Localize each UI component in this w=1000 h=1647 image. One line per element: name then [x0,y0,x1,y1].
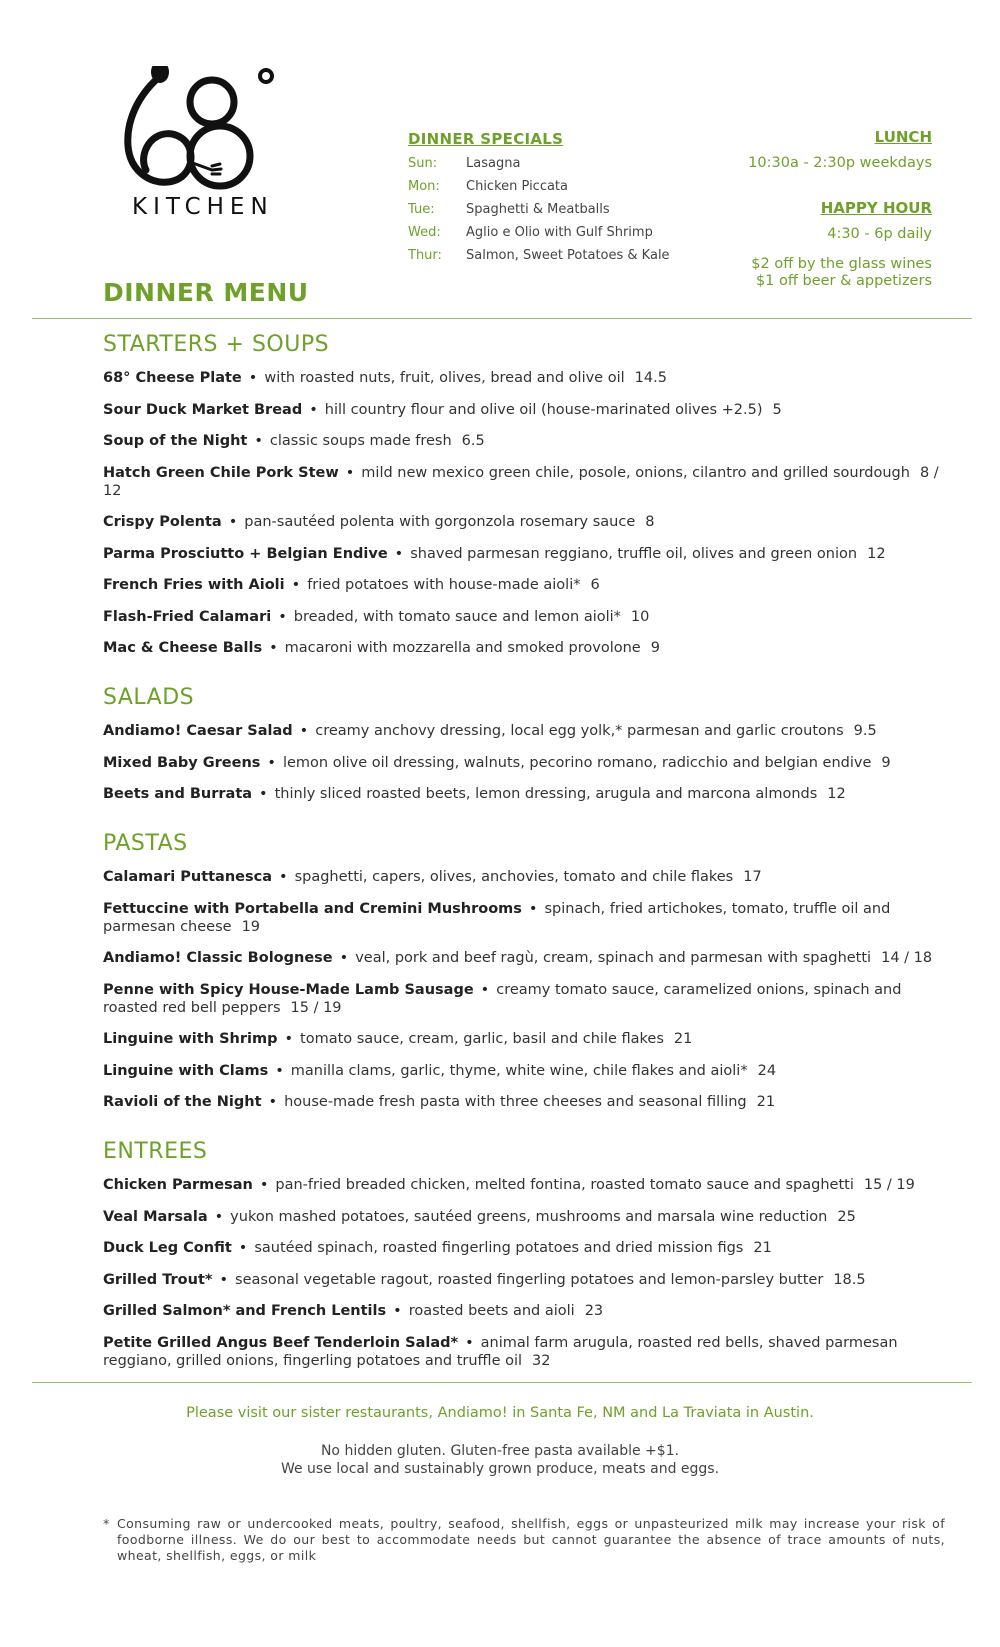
menu-item-name: Duck Leg Confit [103,1240,232,1256]
menu-item-name: Soup of the Night [103,433,248,449]
menu-item-price: 9 [881,754,891,771]
separator-dot-icon: • [219,1271,229,1288]
menu-item [103,432,953,450]
menu-item-name: Grilled Salmon* and French Lentils [103,1303,387,1319]
menu-item-description: classic soups made fresh [269,433,452,449]
menu-item-description: animal farm arugula, roasted red bells, shaved parmesan reggiano, grilled onions, fingerling potatoes and truffle oil [103,1334,898,1369]
menu-item-name: Mac & Cheese Balls [103,640,263,656]
separator-dot-icon: • [299,723,309,739]
dinner-specials-title: DINNER SPECIALS [408,130,564,148]
section-title: PASTAS [103,831,188,856]
menu-item-price: 9 [650,640,660,656]
menu-item-name: Ravioli of the Night [103,1094,262,1110]
menu-item-description: shaved parmesan reggiano, truffle oil, olives and green onion [410,545,858,562]
menu-item-price: 25 [837,1208,856,1225]
separator-dot-icon: • [339,950,349,966]
sister-restaurants-note: Please visit our sister restaurants, Andiamo! in Santa Fe, NM and La Traviata in Austin. [186,1405,814,1421]
menu-item-price: 15 / 19 [290,999,342,1016]
menu-item [103,722,953,740]
food-safety-disclaimer [103,1516,945,1564]
menu-item-price: 19 [241,918,261,935]
menu-item-name: Andiamo! Caesar Salad [103,723,293,739]
menu-item [103,608,953,626]
menu-item [103,576,953,594]
menu-item [103,1239,953,1257]
separator-dot-icon: • [309,401,318,418]
happy-hour-deal: $2 off by the glass wines [751,256,932,272]
menu-item [103,1093,953,1111]
menu-item-price: 24 [757,1062,777,1079]
menu-item [103,639,953,657]
menu-item-name: Chicken Parmesan [103,1177,253,1193]
gluten-line: No hidden gluten. Gluten-free pasta available +$1. [320,1443,680,1459]
menu-section [103,1139,953,1370]
menu-item-description: yukon mashed potatoes, sautéed greens, mushrooms and marsala wine reduction [230,1208,828,1225]
menu-item-name: Hatch Green Chile Pork Stew [103,464,339,481]
menu-section [103,831,953,1111]
menu-section [103,332,953,657]
special-dish: Salmon, Sweet Potatoes & Kale [466,248,670,263]
separator-dot-icon: • [278,608,287,625]
menu-item [103,1302,953,1320]
happy-hour-deal: $1 off beer & appetizers [755,273,932,289]
separator-dot-icon: • [279,869,288,885]
separator-dot-icon: • [228,514,238,530]
menu-item-description: pan-fried breaded chicken, melted fontina, roasted tomato sauce and spaghetti [275,1177,854,1193]
separator-dot-icon: • [465,1334,474,1351]
divider [32,318,972,319]
menu-item [103,401,953,419]
menu-item-description: pan-sautéed polenta with gorgonzola rosemary sauce [244,514,636,530]
menu-item-name: Sour Duck Market Bread [103,401,303,418]
separator-dot-icon: • [268,1094,278,1110]
hours-block [632,128,932,291]
special-day: Thur: [408,248,442,263]
menu-item-description: spaghetti, capers, olives, anchovies, tomato and chile flakes [294,869,734,885]
menu-item [103,868,953,886]
menu-item-price: 14.5 [634,370,667,386]
menu-item-description: macaroni with mozzarella and smoked provolone [284,640,641,656]
logo-wordmark: KITCHEN [132,194,274,220]
menu-item-price: 15 / 19 [863,1177,915,1193]
menu-item [103,785,953,803]
menu-item [103,369,953,387]
menu-item-name: Grilled Trout* [103,1271,213,1288]
menu-item-description: with roasted nuts, fruit, olives, bread and olive oil [264,370,625,386]
lunch-title: LUNCH [874,128,932,146]
separator-dot-icon: • [259,1177,269,1193]
menu-item-description: fried potatoes with house-made aioli* [307,577,581,593]
separator-dot-icon: • [248,370,258,386]
separator-dot-icon: • [267,754,276,771]
menu-item-name: Flash-Fried Calamari [103,608,272,625]
menu-item-name: French Fries with Aioli [103,577,285,593]
separator-dot-icon: • [214,1208,224,1225]
special-dish: Lasagna [466,156,521,171]
menu-item-price: 14 / 18 [881,950,933,966]
menu-item-price: 32 [532,1352,551,1369]
section-title: ENTREES [103,1139,208,1164]
menu-item [103,949,953,967]
menu-item-name: 68° Cheese Plate [103,370,242,386]
divider [32,1382,972,1383]
separator-dot-icon: • [345,464,355,481]
disclaimer-text: Consuming raw or undercooked meats, poultry, seafood, shellfish, eggs or unpasteurized milk may increase your risk of foodborne illness. We do our best to accommodate needs but cannot guarantee the absence of trace amounts of nuts, wheat, shellfish, eggs, or milk [117,1516,945,1563]
menu-item-description: mild new mexico green chile, posole, onions, cilantro and grilled sourdough [361,464,910,481]
menu-item [103,513,953,531]
menu-item-price: 12 [827,786,846,802]
menu-item [103,1176,953,1194]
menu-item [103,464,953,500]
special-dish: Aglio e Olio with Gulf Shrimp [466,225,653,240]
menu-item [103,1334,953,1370]
special-day: Sun: [408,156,438,171]
menu-item-name: Linguine with Shrimp [103,1031,278,1047]
menu-section [103,685,953,803]
separator-dot-icon: • [259,786,268,802]
menu-item-description: veal, pork and beef ragù, cream, spinach and parmesan with spaghetti [355,950,872,966]
logo-68-degrees-icon [120,66,280,196]
separator-dot-icon: • [269,640,278,656]
menu-item-name: Beets and Burrata [103,786,253,802]
separator-dot-icon: • [238,1240,248,1256]
menu-item-description: creamy anchovy dressing, local egg yolk,* parmesan and garlic croutons [315,723,844,739]
menu-item-price: 8 [645,514,655,530]
menu-item [103,1030,953,1048]
separator-dot-icon: • [291,577,301,593]
separator-dot-icon: • [394,545,404,562]
gluten-note [0,1442,1000,1478]
menu-item-name: Andiamo! Classic Bolognese [103,950,333,966]
menu-item-price: 18.5 [833,1271,866,1288]
menu-item-description: spinach, fried artichokes, tomato, truffle oil and parmesan cheese [103,900,891,935]
special-day: Tue: [408,202,435,217]
menu-item-description: breaded, with tomato sauce and lemon aioli* [293,608,621,625]
menu-item-price: 6.5 [461,433,485,449]
menu-item-price: 21 [756,1094,776,1110]
menu-item [103,1062,953,1080]
separator-dot-icon: • [528,900,538,917]
menu-item-description: house-made fresh pasta with three cheeses and seasonal filling [284,1094,747,1110]
special-day: Wed: [408,225,441,240]
menu-item-price: 23 [584,1303,604,1319]
menu-item-price: 6 [590,577,600,593]
happy-hour-hours: 4:30 - 6p daily [827,226,932,242]
menu-item-price: 21 [753,1240,772,1256]
menu-item-name: Parma Prosciutto + Belgian Endive [103,545,388,562]
lunch-hours: 10:30a - 2:30p weekdays [748,155,932,171]
menu-item-description: manilla clams, garlic, thyme, white wine, chile flakes and aioli* [290,1062,748,1079]
section-title: STARTERS + SOUPS [103,332,330,357]
menu-item [103,1208,953,1226]
menu-item-name: Calamari Puttanesca [103,869,273,885]
menu-item-price: 21 [673,1031,693,1047]
menu-item-description: lemon olive oil dressing, walnuts, pecorino romano, radicchio and belgian endive [282,754,872,771]
menu-item-name: Penne with Spicy House-Made Lamb Sausage [103,981,474,998]
menu-item-price: 9.5 [853,723,877,739]
menu-item-name: Mixed Baby Greens [103,754,261,771]
separator-dot-icon: • [254,433,263,449]
menu-item-price: 17 [743,869,762,885]
menu-item-price: 8 / 12 [103,464,939,499]
menu-item-description: sautéed spinach, roasted fingerling potatoes and dried mission figs [254,1240,744,1256]
disclaimer-asterisk: * [103,1516,110,1531]
menu-item-name: Fettuccine with Portabella and Cremini Mushrooms [103,900,522,917]
menu-item-name: Veal Marsala [103,1208,208,1225]
happy-hour-title: HAPPY HOUR [820,199,932,217]
menu-item-description: creamy tomato sauce, caramelized onions, spinach and roasted red bell peppers [103,981,902,1016]
menu-item-price: 12 [867,545,886,562]
menu-item-price: 10 [630,608,650,625]
menu-item [103,1271,953,1289]
special-dish: Spaghetti & Meatballs [466,202,610,217]
menu-item [103,900,953,936]
special-dish: Chicken Piccata [466,179,569,194]
menu-item [103,754,953,772]
separator-dot-icon: • [284,1031,294,1047]
separator-dot-icon: • [480,981,490,998]
separator-dot-icon: • [275,1062,284,1079]
menu-item-description: tomato sauce, cream, garlic, basil and chile flakes [300,1031,664,1047]
section-title: SALADS [103,685,195,710]
separator-dot-icon: • [393,1303,402,1319]
menu-item-name: Crispy Polenta [103,514,222,530]
menu-item [103,545,953,563]
menu-item-name: Petite Grilled Angus Beef Tenderloin Salad* [103,1334,459,1351]
menu-item-description: roasted beets and aioli [408,1303,575,1319]
dinner-menu-title: DINNER MENU [103,278,309,307]
menu-item-description: hill country flour and olive oil (house-marinated olives +2.5) [324,401,763,418]
special-day: Mon: [408,179,440,194]
menu-item-name: Linguine with Clams [103,1062,269,1079]
sourcing-line: We use local and sustainably grown produce, meats and eggs. [280,1461,720,1477]
menu-item-price: 5 [772,401,782,418]
menu-body [103,332,953,1398]
menu-item [103,981,953,1017]
menu-item-description: seasonal vegetable ragout, roasted fingerling potatoes and lemon-parsley butter [235,1271,824,1288]
menu-item-description: thinly sliced roasted beets, lemon dressing, arugula and marcona almonds [274,786,818,802]
